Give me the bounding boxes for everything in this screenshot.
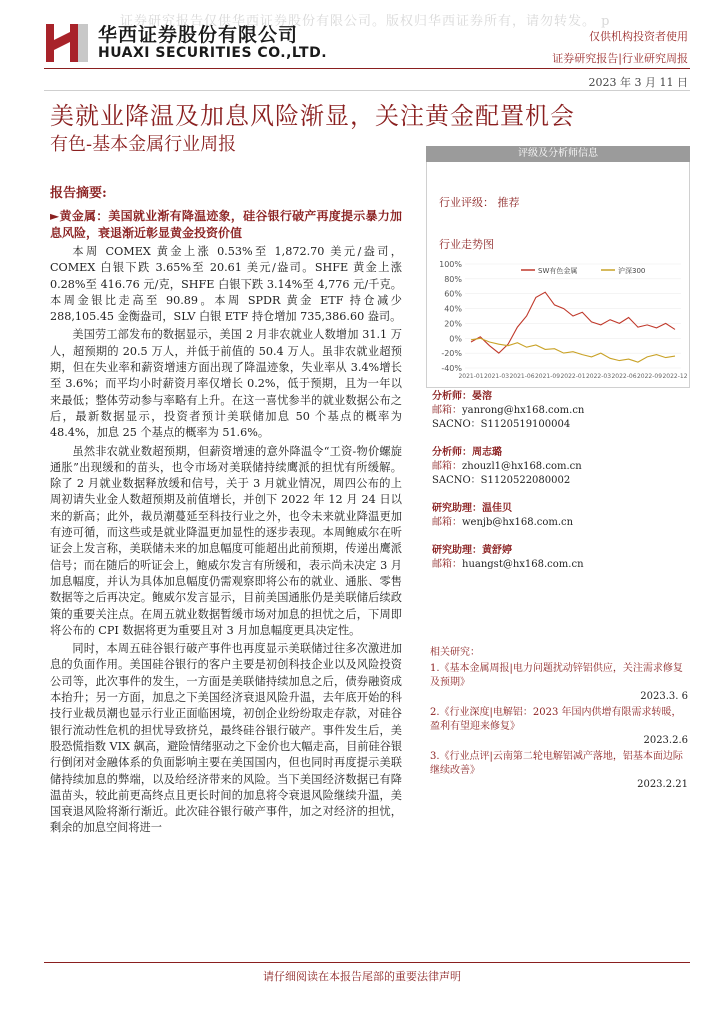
chart-x-tick-label: 2021-06 bbox=[509, 373, 535, 380]
watermark: 证券研究报告仅供华西证券股份有限公司。版权归华西证券所有，请勿转发。 p bbox=[120, 14, 611, 29]
summary-paragraph: 美国劳工部发布的数据显示，美国 2 月非农就业人数增加 31.1 万人，超预期的 20.5 万人，并低于前值的 50.4 万人。虽非农就业超预期，但在失业率和薪资增速方面出现了降温迹象，失业率从 3.4%增长至 3.6%；而平均小时薪资月率仅增长 0.2%，低于预期，且为一年以来最低；整体劳动参与率略有上升。在这一喜忧参半的就业数据公布之后，最新数据显示，投资者预计美联储加息 50 个基点的概率为 48.4%，加息 25 个基点的概率为 51.6%。 bbox=[50, 328, 402, 440]
related-item[interactable]: 1.《基本金属周报|电力问题扰动锌铝供应，关注需求修复及预期》 bbox=[430, 663, 683, 688]
trend-chart-label: 行业走势图 bbox=[439, 238, 494, 251]
summary-body bbox=[50, 208, 402, 839]
related-item[interactable]: 3.《行业点评|云南第二轮电解铝减产落地，铝基本面边际继续改善》 bbox=[430, 751, 683, 776]
analyst-sac: SACNO：S1120522080002 bbox=[432, 475, 571, 486]
analyst-name: 周志璐 bbox=[472, 447, 502, 458]
chart-x-tick-label: 2022-09 bbox=[636, 373, 663, 380]
chart-x-tick-label: 2022-06 bbox=[611, 373, 637, 380]
legal-notice: 请仔细阅读在本报告尾部的重要法律声明 bbox=[263, 970, 461, 983]
chart-y-tick-label: 20% bbox=[444, 319, 462, 329]
rating-value: 推荐 bbox=[497, 196, 520, 209]
analyst-role: 分析师： bbox=[432, 447, 472, 458]
report-type-tag: 证券研究报告|行业研究周报 bbox=[552, 52, 688, 65]
summary-heading: 报告摘要: bbox=[50, 186, 107, 201]
related-item[interactable]: 2.《行业深度|电解铝：2023 年国内供增有限需求转暖，盈利有望迎来修复》 bbox=[430, 707, 682, 732]
chart-legend-label: SW有色金属 bbox=[538, 267, 578, 275]
mail-label: 邮箱： bbox=[432, 461, 462, 472]
chart-x-tick-label: 2021-09 bbox=[534, 373, 561, 380]
mail-label: 邮箱： bbox=[432, 517, 462, 528]
company-name-en: HUAXI SECURITIES CO.,LTD. bbox=[98, 45, 328, 61]
chart-x-tick-label: 2022-12 bbox=[662, 373, 688, 380]
analyst-sac: SACNO：S1120519100004 bbox=[432, 419, 571, 430]
rating-panel-header: 评级及分析师信息 bbox=[426, 146, 690, 162]
chart-y-tick-label: 0% bbox=[449, 334, 462, 344]
company-name-cn: 华西证券股份有限公司 bbox=[98, 24, 299, 46]
chart-y-tick-label: 40% bbox=[444, 304, 462, 314]
report-title: 美就业降温及加息风险渐显，关注黄金配置机会 bbox=[50, 102, 575, 130]
chart-x-tick-label: 2021-01 bbox=[458, 373, 484, 380]
audience-tag: 仅供机构投资者使用 bbox=[589, 30, 688, 43]
related-date: 2023.2.21 bbox=[637, 779, 688, 790]
chart-series-line bbox=[471, 292, 675, 353]
report-date: 2023 年 3 月 11 日 bbox=[588, 76, 688, 89]
analyst-role: 研究助理： bbox=[432, 503, 482, 514]
industry-rating bbox=[439, 194, 520, 210]
related-date: 2023.2.6 bbox=[643, 735, 688, 746]
mail-label: 邮箱： bbox=[432, 559, 462, 570]
summary-lead: ►黄金属：美国就业渐有降温迹象，硅谷银行破产再度提示暴力加息风险，衰退渐近彰显黄金投资价值 bbox=[50, 209, 402, 240]
analyst-role: 分析师： bbox=[432, 391, 472, 402]
summary-paragraph: 同时，本周五硅谷银行破产事件也再度显示美联储过往多次激进加息的负面作用。美国硅谷银行的客户主要是初创科技企业以及风险投资公司等，此次事件的发生，一方面是美联储持续加息之后，债券融资成本抬升；另一方面，加息之下美国经济衰退风险升温，去年底开始的科技行业裁员潮也显示行业正面临困境，初创企业纷纷取走存款，对硅谷银行流动性危机的担忧导致挤兑，最终硅谷银行破产。事件发生后，美股恐慌指数 VIX 飙高，避险情绪驱动之下金价也大幅走高，目前硅谷银行倒闭对金融体系的负面影响主要在美国国内，但也同时再度提示美联储持续加息的弊端，以及给经济带来的风险。当下美国经济数据已有降温苗头，较此前更高终点且更长时间的加息将令衰退风险继续升温，美国衰退风险将渐行渐近。此次硅谷银行破产事件，加之对经济的担忧，剩余的加息空间将进一 bbox=[50, 642, 403, 835]
mail-label: 邮箱： bbox=[432, 405, 462, 416]
summary-paragraph: 本周 COMEX 黄金上涨 0.53%至 1,872.70 美元/盎司，COMEX 白银下跌 3.65%至 20.61 美元/盎司。SHFE 黄金上涨 0.28%至 416.76 元/克，SHFE 白银下跌 3.14%至 4,776 元/千克。本周金银比走高至 90.89。本周 SPDR 黄金 ETF 持仓减少 288,105.45 金衡盎司，SLV 白银 ETF 持仓增加 735,386.60 盎司。 bbox=[50, 245, 402, 324]
related-date: 2023.3. 6 bbox=[640, 691, 688, 702]
rating-panel bbox=[426, 146, 690, 388]
huaxi-logo-icon bbox=[44, 20, 90, 66]
chart-y-tick-label: 80% bbox=[444, 274, 462, 284]
analyst-email[interactable]: zhouzl1@hx168.com.cn bbox=[462, 461, 582, 472]
trend-chart bbox=[431, 258, 688, 386]
assistant-block bbox=[432, 544, 584, 572]
footer-divider bbox=[44, 962, 690, 963]
analyst-block bbox=[432, 390, 584, 432]
analyst-name: 黄舒婷 bbox=[482, 545, 512, 556]
summary-paragraph: 虽然非农就业数超预期，但薪资增速的意外降温令“工资-物价螺旋通胀”出现缓和的苗头，也令市场对美联储持续鹰派的担忧有所缓解。除了 2 月就业数据释放缓和信号，关于 3 月就业情况，周四公布的上周初请失业金人数超预期及前值增长，并创下 2022 年 12 月 24 日以来的新高；此外，裁员潮蔓延至科技行业之外，也令未来就业降温更加有迹可循，而这些或是就业降温更加显性的逐步表现。本周鲍威尔在听证会上发言称，美联储未来的加息幅度可能超出此前预期，传递出鹰派信号；而在随后的听证会上，鲍威尔发言有所缓和，表示尚未决定 3 月加息幅度，并认为具体加息幅度仍需观察即将公布的就业、通胀、零售数据等之后再决定。鲍威尔发言显示，目前美国通胀仍是美联储后续政策的重要关注点。在周五就业数据暂缓市场对加息的担忧之后，下周即将公布的 CPI 数据将更为重要且对 3 月加息幅度更具决定性。 bbox=[50, 444, 402, 637]
assistant-block bbox=[432, 502, 573, 530]
analyst-email[interactable]: wenjb@hx168.com.cn bbox=[462, 517, 574, 528]
chart-y-tick-label: 100% bbox=[439, 260, 462, 269]
analyst-name: 温佳贝 bbox=[482, 503, 512, 514]
trend-chart-svg bbox=[431, 258, 688, 386]
related-heading: 相关研究： bbox=[430, 647, 480, 658]
chart-x-tick-label: 2021-03 bbox=[483, 373, 510, 380]
analyst-name: 晏溶 bbox=[472, 391, 492, 402]
chart-y-tick-label: -40% bbox=[441, 364, 462, 373]
analyst-block bbox=[432, 446, 582, 488]
analyst-email[interactable]: huangst@hx168.com.cn bbox=[462, 559, 584, 570]
analyst-email[interactable]: yanrong@hx168.com.cn bbox=[462, 405, 585, 416]
chart-y-tick-label: 60% bbox=[444, 289, 462, 299]
related-research bbox=[430, 646, 688, 794]
chart-y-tick-label: -20% bbox=[441, 349, 462, 359]
date-divider bbox=[44, 90, 690, 91]
chart-x-tick-label: 2022-01 bbox=[560, 373, 586, 380]
report-subtitle: 有色-基本金属行业周报 bbox=[50, 134, 237, 155]
chart-x-tick-label: 2022-03 bbox=[585, 373, 612, 380]
chart-legend-label: 沪深300 bbox=[618, 267, 646, 275]
header-divider bbox=[44, 68, 690, 69]
rating-panel-body bbox=[426, 162, 690, 388]
rating-label: 行业评级： bbox=[439, 196, 494, 209]
analyst-role: 研究助理： bbox=[432, 545, 482, 556]
